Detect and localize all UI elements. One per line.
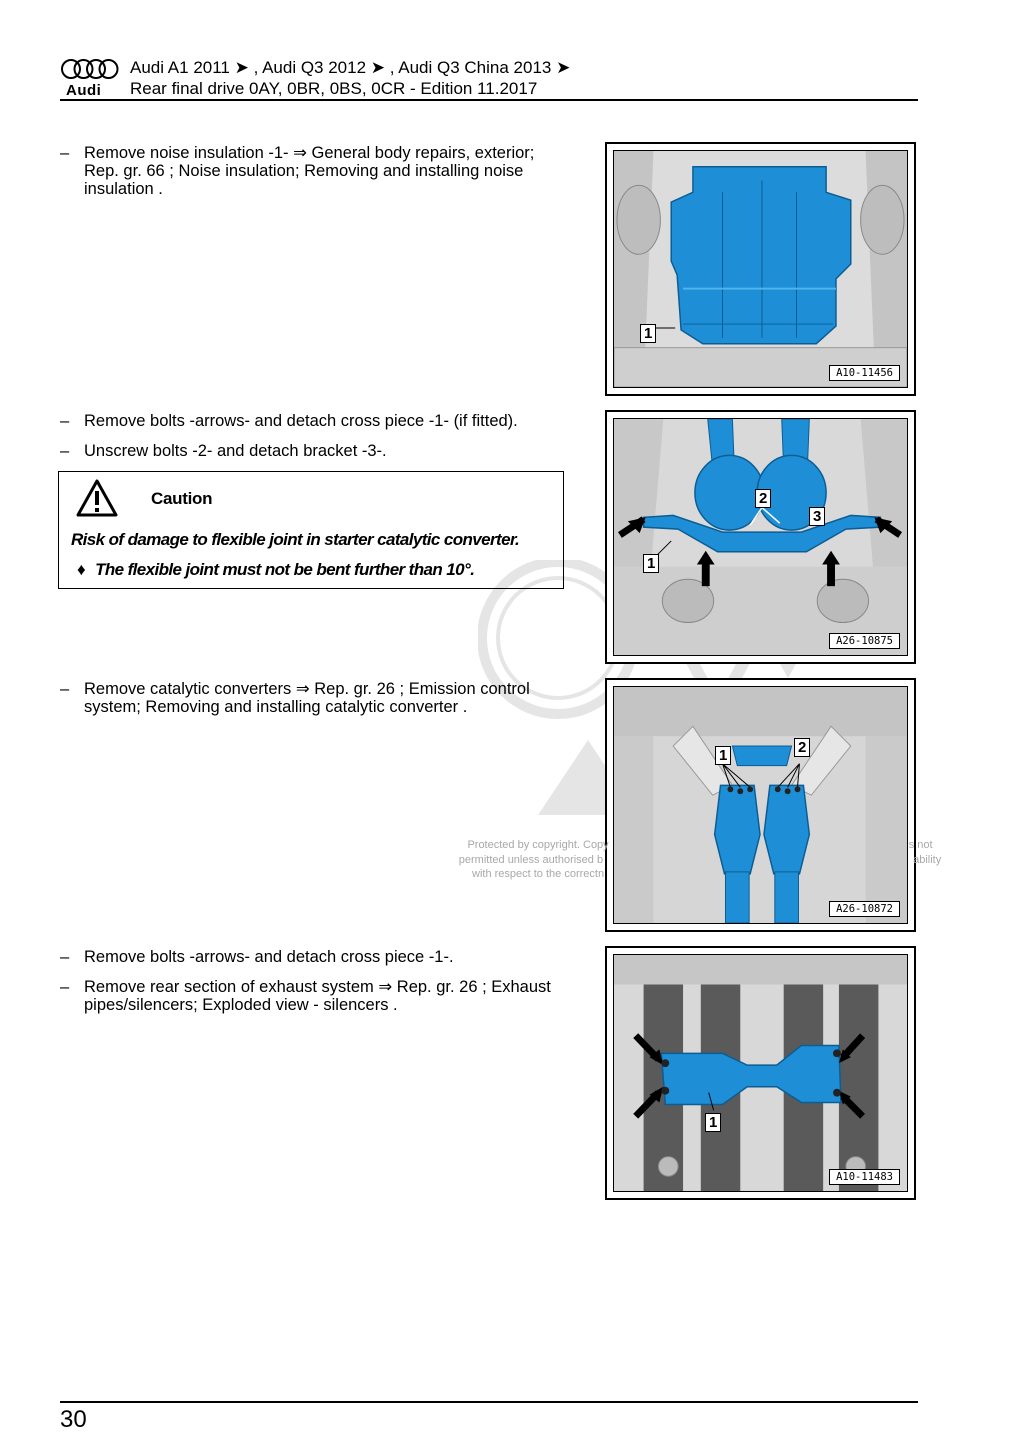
- caution-bullet: [77, 560, 474, 580]
- step-dash: –: [60, 680, 70, 698]
- footer-divider: [60, 1401, 918, 1403]
- step-text: Remove catalytic converters ⇒ Rep. gr. 26 ; Emission control system; Removing and installing catalytic converter .: [84, 680, 530, 716]
- caution-box: [58, 471, 564, 589]
- callout-2: 2: [794, 738, 810, 757]
- figure-cross-piece-bracket: [605, 410, 916, 664]
- step-dash: –: [60, 144, 70, 162]
- callout-1: 1: [715, 746, 731, 765]
- step-dash: –: [60, 948, 70, 966]
- copyright-watermark: [440, 838, 960, 882]
- figure-catalytic-converters: [605, 678, 916, 932]
- figure-code: A10-11456: [829, 365, 900, 381]
- callout-1: 1: [640, 324, 656, 343]
- cross-piece-illustration: [614, 419, 907, 655]
- rear-cross-piece-illustration: [614, 955, 907, 1191]
- figure-noise-insulation: [605, 142, 916, 396]
- step-remove-catalytic-converters: [60, 680, 570, 716]
- callout-1: 1: [643, 554, 659, 573]
- figure-code: A26-10875: [829, 633, 900, 649]
- step-remove-exhaust-rear-section: [60, 978, 570, 1014]
- step-remove-cross-piece-rear: [60, 948, 570, 966]
- caution-title: Caution: [151, 489, 213, 508]
- bullet-diamond: ♦: [77, 560, 86, 579]
- audi-rings-logo: [60, 58, 120, 80]
- callout-1: 1: [705, 1113, 721, 1132]
- watermark-line-2: permitted unless authorised b: [458, 853, 604, 866]
- step-unscrew-bracket: [60, 442, 570, 460]
- header-manual-title: Rear final drive 0AY, 0BR, 0BS, 0CR - Edition 11.2017: [130, 79, 538, 98]
- noise-insulation-illustration: [614, 151, 907, 387]
- step-text: Remove bolts -arrows- and detach cross piece -1- (if fitted).: [84, 412, 518, 430]
- step-text: Remove rear section of exhaust system ⇒ Rep. gr. 26 ; Exhaust pipes/silencers; Exploded view - silencers .: [84, 978, 551, 1014]
- step-text: Remove bolts -arrows- and detach cross piece -1-.: [84, 948, 454, 966]
- step-text: Unscrew bolts -2- and detach bracket -3-.: [84, 442, 387, 460]
- caution-bullet-text: The flexible joint must not be bent further than 10°.: [95, 560, 475, 579]
- callout-2: 2: [755, 489, 771, 508]
- step-dash: –: [60, 442, 70, 460]
- caution-risk-text: Risk of damage to flexible joint in starter catalytic converter.: [71, 530, 520, 549]
- watermark-line-1b: s not: [908, 839, 933, 851]
- figure-code: A26-10872: [829, 901, 900, 917]
- step-dash: –: [60, 412, 70, 430]
- step-remove-noise-insulation: [60, 144, 570, 198]
- step-text: Remove noise insulation -1- ⇒ General body repairs, exterior; Rep. gr. 66 ; Noise insulation; Removing and installing noise insulation .: [84, 144, 535, 198]
- watermark-line-2b: ability: [913, 853, 942, 866]
- watermark-line-3: with respect to the correctn: [472, 868, 605, 880]
- step-remove-cross-piece: [60, 412, 570, 430]
- callout-3: 3: [809, 507, 825, 526]
- audi-wordmark: Audi: [66, 82, 102, 99]
- watermark-line-1: Protected by copyright. Copy: [467, 839, 609, 851]
- page-number: 30: [60, 1406, 87, 1433]
- figure-rear-cross-piece: [605, 946, 916, 1200]
- catalytic-converter-illustration: [614, 687, 907, 923]
- step-dash: –: [60, 978, 70, 996]
- header-models: Audi A1 2011 ➤ , Audi Q3 2012 ➤ , Audi Q3 China 2013 ➤: [130, 58, 571, 77]
- warning-triangle-icon: [75, 478, 119, 518]
- header-divider: [60, 99, 918, 101]
- figure-code: A10-11483: [829, 1169, 900, 1185]
